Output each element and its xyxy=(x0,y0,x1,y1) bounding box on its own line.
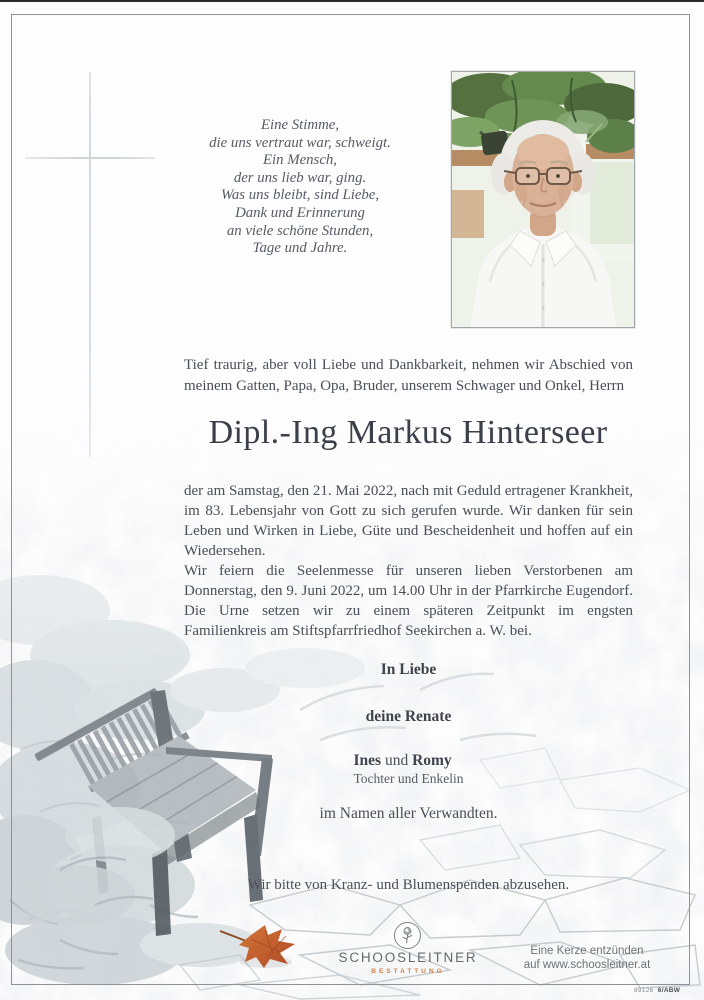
scan-edge-artifact xyxy=(0,0,704,2)
rose-icon xyxy=(400,926,415,945)
poem-line: Was uns bleibt, sind Liebe, xyxy=(220,187,380,204)
closing-spouse: deine Renate xyxy=(365,708,452,725)
print-code-number: 89126 xyxy=(634,987,654,994)
closing-on-behalf: im Namen aller Verwandten. xyxy=(319,805,498,822)
candle-note xyxy=(498,944,676,972)
portrait-photo xyxy=(451,71,635,328)
flowers-note: Wir bitte von Kranz- und Blumenspenden abzusehen. xyxy=(247,877,570,893)
poem-line: die uns vertraut war, schweigt. xyxy=(209,134,391,151)
funeral-home-subtitle: BESTATTUNG xyxy=(371,968,445,975)
candle-note-line1: Eine Kerze entzünden xyxy=(530,945,644,957)
autumn-leaf xyxy=(218,922,298,970)
memorial-cross-horizontal xyxy=(25,157,155,159)
relation-label: Tochter und Enkelin xyxy=(353,771,464,786)
memorial-poem xyxy=(150,117,450,258)
funeral-home-name: SCHOOSLEITNER xyxy=(338,950,478,965)
poem-line: an viele schöne Stunden, xyxy=(226,222,374,239)
print-code xyxy=(634,987,700,994)
poem-line: Ein Mensch, xyxy=(263,152,337,169)
print-code-suffix: 6/ABW xyxy=(657,987,681,994)
closing-daughter xyxy=(184,752,633,788)
memorial-cross-vertical xyxy=(89,72,91,457)
poem-line: Tage und Jahre. xyxy=(252,240,348,257)
service-paragraph: Wir feiern die Seelenmesse für unseren lieben Verstorbenen am Donnerstag, den 9. Juni 2022, um 14.00 Uhr in der Pfarrkirche Eugendorf. Die Urne setzen wir zu einem späteren Zeitpunkt im engsten Familienkreis am Stiftspfarrfriedhof Seekirchen a. W. bei. xyxy=(184,563,633,639)
obituary-paragraph: der am Samstag, den 21. Mai 2022, nach mit Geduld ertragener Krankheit, im 83. Lebensjahr von Gott zu sich gerufen wurde. Wir danken für sein Leben und Wirken in Liebe, Güte und Bescheidenheit und hoffen auf ein Wiedersehen. xyxy=(184,483,633,559)
poem-line: Dank und Erinnerung xyxy=(235,204,365,221)
poem-line: der uns lieb war, ging. xyxy=(233,169,367,186)
funeral-home-logo xyxy=(394,922,421,949)
candle-note-line2[interactable]: auf www.schoosleitner.at xyxy=(523,959,651,971)
daughter-name: Ines xyxy=(353,752,382,769)
deceased-name: Dipl.-Ing Markus Hinterseer xyxy=(208,414,608,451)
conjunction: und xyxy=(381,752,413,769)
intro-paragraph: Tief traurig, aber voll Liebe und Dankbarkeit, nehmen wir Abschied von meinem Gatten, Papa, Opa, Bruder, unserem Schwager und Onkel, Herrn xyxy=(184,357,633,394)
poem-line: Eine Stimme, xyxy=(260,117,340,133)
closing-in-love: In Liebe xyxy=(380,661,437,678)
granddaughter-name: Romy xyxy=(412,752,452,769)
